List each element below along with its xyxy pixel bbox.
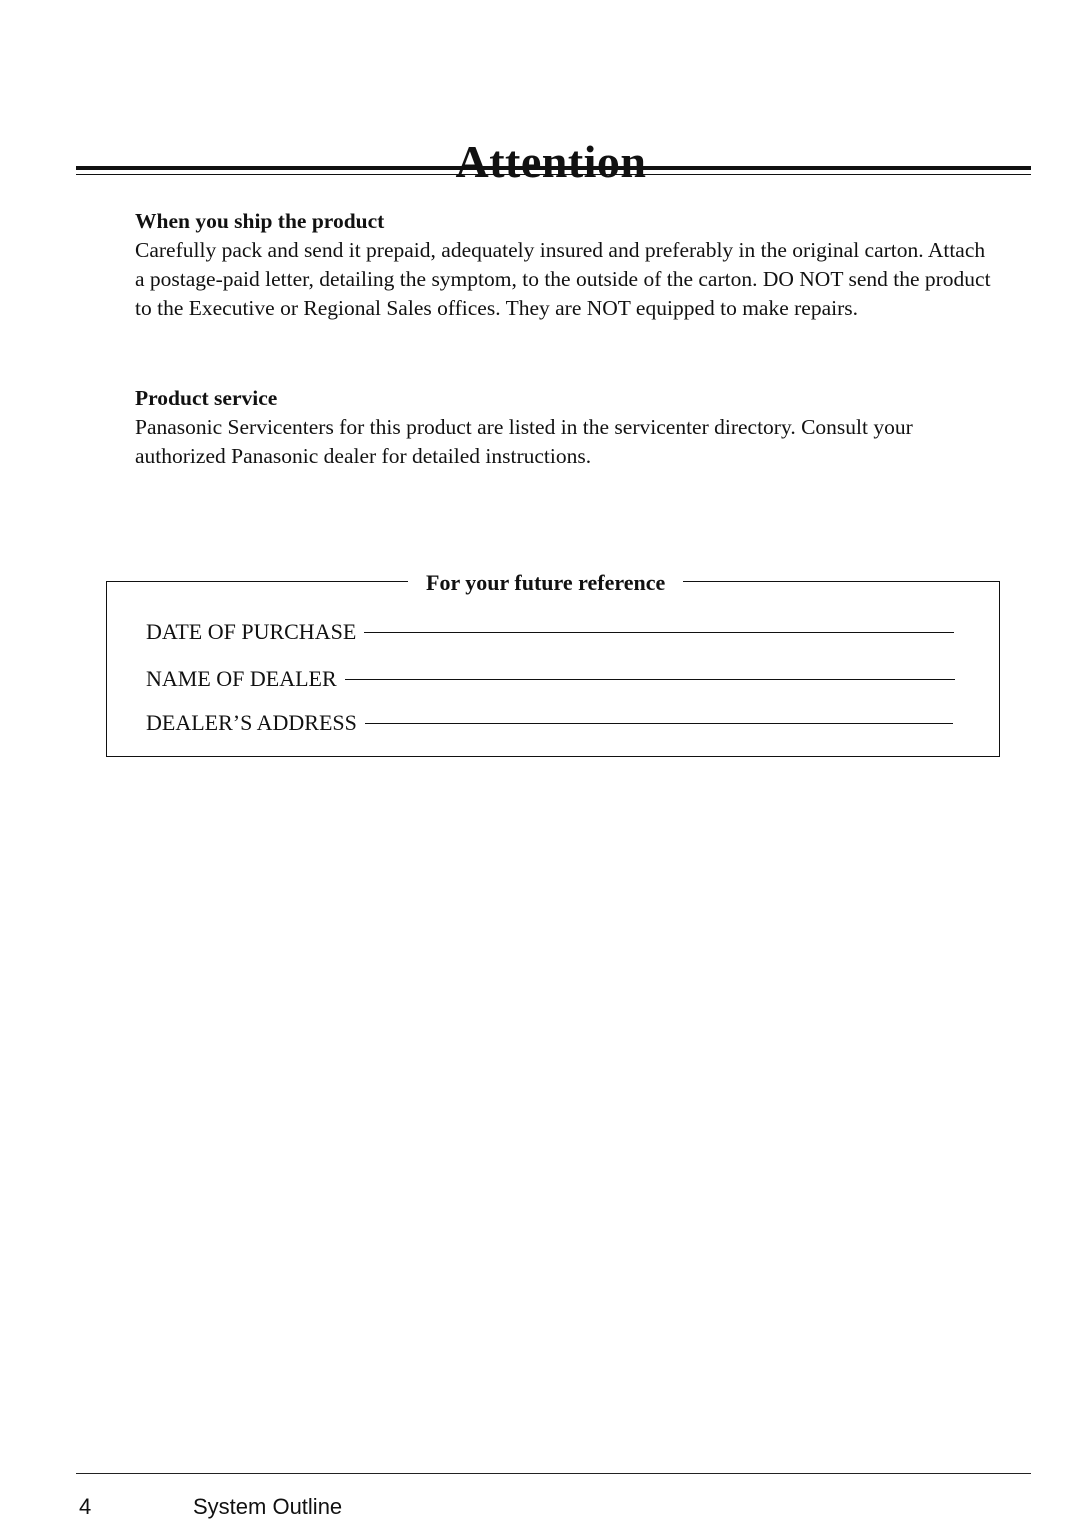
future-reference-legend: For your future reference — [408, 568, 683, 598]
dealer-address-row — [146, 708, 953, 738]
service-heading: Product service — [135, 386, 278, 410]
shipping-body: Carefully pack and send it prepaid, adequately insured and preferably in the original carton. Attach a postage-paid letter, detailing the symptom, to the outside of the carton. DO NOT send the product to the Executive or Regional Sales offices. They are NOT equipped to make repairs. — [135, 238, 991, 320]
page-title: Attention — [455, 135, 647, 187]
service-section — [135, 384, 995, 471]
dealer-address-blank[interactable] — [365, 723, 953, 724]
date-of-purchase-blank[interactable] — [364, 632, 954, 633]
date-of-purchase-label: DATE OF PURCHASE — [146, 619, 357, 644]
footer-section-name: System Outline — [193, 1494, 343, 1519]
title-rule-thick — [76, 166, 1031, 170]
name-of-dealer-row — [146, 664, 955, 694]
service-body: Panasonic Servicenters for this product are listed in the servicenter directory. Consult your authorized Panasonic dealer for detailed instructions. — [135, 415, 913, 468]
name-of-dealer-label: NAME OF DEALER — [146, 666, 337, 691]
dealer-address-label: DEALER’S ADDRESS — [146, 710, 357, 735]
shipping-heading: When you ship the product — [135, 209, 385, 233]
footer-page-number: 4 — [79, 1494, 92, 1519]
footer-rule — [76, 1473, 1031, 1474]
shipping-section — [135, 207, 995, 323]
name-of-dealer-blank[interactable] — [345, 679, 955, 680]
title-rule-thin — [76, 174, 1031, 175]
date-of-purchase-row — [146, 617, 954, 647]
